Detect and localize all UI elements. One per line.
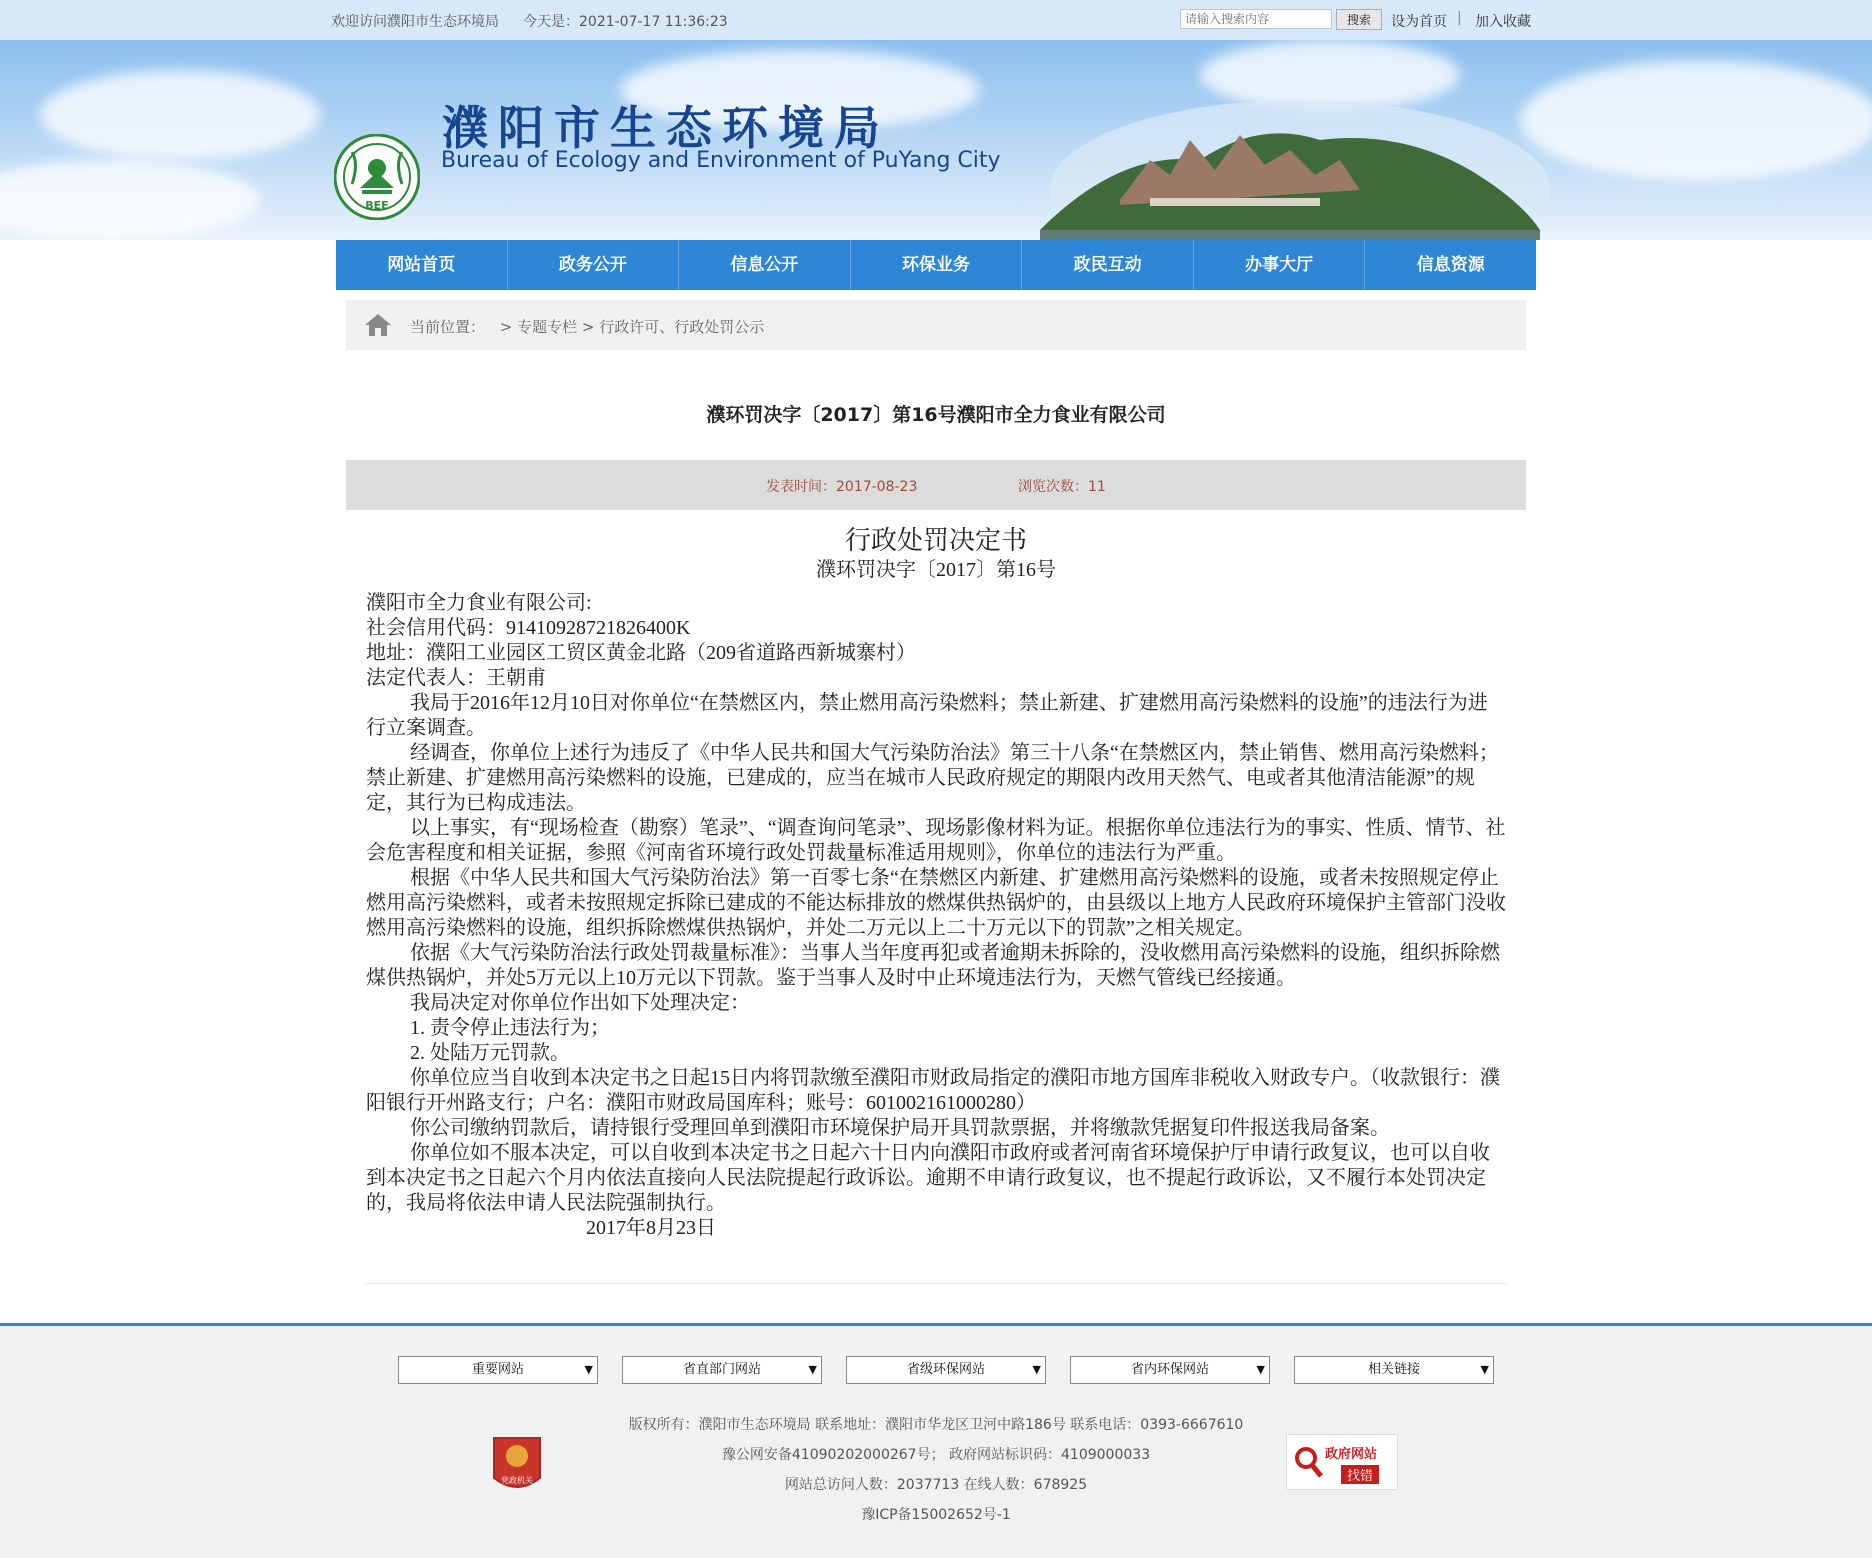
scenery-image xyxy=(1000,80,1560,240)
document-number: 濮环罚决字〔2017〕第16号 xyxy=(816,559,1056,581)
breadcrumb-path[interactable]: > 专题专栏 > 行政许可、行政处罚公示 xyxy=(499,318,765,336)
bureau-logo-icon xyxy=(334,134,420,220)
breadcrumb-label: 当前位置： xyxy=(410,318,486,336)
current-datetime: 今天是：2021-07-17 11:36:23 xyxy=(523,14,728,30)
document-paragraph: 2. 处陆万元罚款。 xyxy=(410,1042,570,1064)
search-button[interactable]: 搜索 xyxy=(1336,9,1382,30)
magnifier-icon xyxy=(1293,1445,1323,1479)
footer xyxy=(0,1326,1872,1558)
select-in-province-env-sites[interactable] xyxy=(1070,1356,1270,1384)
nav-interaction[interactable]: 政民互动 xyxy=(1022,240,1194,290)
document-body xyxy=(366,525,1506,1241)
badge-action: 找错 xyxy=(1341,1465,1379,1484)
nav-service-hall[interactable]: 办事大厅 xyxy=(1194,240,1366,290)
select-label: 重要网站 xyxy=(471,1362,524,1377)
article-title: 濮环罚决字〔2017〕第16号濮阳市全力食业有限公司 xyxy=(706,404,1166,426)
government-site-report-badge[interactable] xyxy=(1286,1434,1398,1490)
view-count: 浏览次数：11 xyxy=(1018,479,1106,495)
select-important-sites[interactable] xyxy=(398,1356,598,1384)
header-banner xyxy=(0,40,1872,240)
divider xyxy=(366,1283,1506,1284)
chevron-down-icon: ▼ xyxy=(1480,1363,1489,1376)
document-paragraph: 根据《中华人民共和国大气污染防治法》第一百零七条“在禁燃区内新建、扩建燃用高污染燃料的设施，或者未按照规定停止燃用高污染燃料，或者未按照规定拆除已建成的不能达标排放的燃煤供热锅炉的，由县级以上地方人民政府环境保护主管部门没收燃用高污染燃料的设施，组织拆除燃煤供热锅炉，并处二万元以上二十万元以下的罚款”之相关规定。 xyxy=(366,867,1506,939)
set-homepage-link[interactable]: 设为首页 xyxy=(1391,14,1447,30)
document-paragraph: 以上事实，有“现场检查（勘察）笔录”、“调查询问笔录”、现场影像材料为证。根据你单位违法行为的事实、性质、情节、社会危害程度和相关证据，参照《河南省环境行政处罚裁量标准适用规则》，你单位的违法行为严重。 xyxy=(366,817,1506,864)
select-label: 省内环保网站 xyxy=(1130,1362,1209,1377)
home-icon[interactable] xyxy=(364,312,392,338)
document-paragraph: 你单位如不服本决定，可以自收到本决定书之日起六十日内向濮阳市政府或者河南省环境保护厅申请行政复议，也可以自收到本决定书之日起六个月内依法直接向人民法院提起行政诉讼。逾期不申请行政复议，也不提起行政诉讼，又不履行本处罚决定的，我局将依法申请人民法院强制执行。 xyxy=(366,1142,1490,1214)
nav-environmental-business[interactable]: 环保业务 xyxy=(851,240,1023,290)
nav-resources[interactable]: 信息资源 xyxy=(1416,255,1485,275)
breadcrumb xyxy=(346,300,1526,350)
publish-time: 发表时间：2017-08-23 xyxy=(766,479,918,495)
document-line: 法定代表人：王朝甫 xyxy=(366,667,546,689)
document-paragraph: 我局决定对你单位作出如下处理决定： xyxy=(410,992,750,1014)
select-related-links[interactable] xyxy=(1294,1356,1494,1384)
site-title: 濮阳市生态环境局 xyxy=(442,101,890,155)
main-nav xyxy=(336,240,1536,290)
select-provincial-departments[interactable] xyxy=(622,1356,822,1384)
nav-government-affairs[interactable]: 政务公开 xyxy=(508,240,680,290)
top-bar xyxy=(0,0,1872,40)
svg-text:BEE: BEE xyxy=(365,199,389,212)
site-subtitle: Bureau of Ecology and Environment of PuYang City xyxy=(441,148,1001,173)
svg-text:党政机关: 党政机关 xyxy=(501,1476,533,1485)
document-line: 地址：濮阳工业园区工贸区黄金北路（209省道路西新城寨村） xyxy=(366,642,916,664)
breadcrumb-text xyxy=(410,316,764,337)
select-provincial-env-sites[interactable] xyxy=(846,1356,1046,1384)
select-label: 相关链接 xyxy=(1367,1362,1420,1377)
footer-copyright: 版权所有：濮阳市生态环境局 联系地址：濮阳市华龙区卫河中路186号 联系电话：0393-6667610 xyxy=(628,1417,1244,1433)
select-label: 省级环保网站 xyxy=(906,1362,985,1377)
add-favorite-link[interactable]: 加入收藏 xyxy=(1475,14,1531,30)
chevron-down-icon: ▼ xyxy=(1256,1363,1265,1376)
document-paragraph: 经调查，你单位上述行为违反了《中华人民共和国大气污染防治法》第三十八条“在禁燃区内，禁止销售、燃用高污染燃料；禁止新建、扩建燃用高污染燃料的设施，已建成的，应当在城市人民政府规定的期限内改用天然气、电或者其他清洁能源”的规定，其行为已构成违法。 xyxy=(366,742,1499,814)
chevron-down-icon: ▼ xyxy=(808,1363,817,1376)
article-meta xyxy=(346,460,1526,510)
nav-home[interactable]: 网站首页 xyxy=(336,240,508,290)
document-line: 濮阳市全力食业有限公司: xyxy=(366,592,592,614)
footer-security: 豫公网安备41090202000267号； 政府网站标识码：4109000033 xyxy=(721,1447,1151,1463)
document-paragraph: 我局于2016年12月10日对你单位“在禁燃区内，禁止燃用高污染燃料；禁止新建、扩建燃用高污染燃料的设施”的违法行为进行立案调查。 xyxy=(366,692,1488,739)
footer-visits: 网站总访问人数：2037713 在线人数：678925 xyxy=(784,1477,1088,1493)
footer-icp[interactable]: 豫ICP备15002652号-1 xyxy=(861,1507,1011,1523)
main-content xyxy=(336,290,1536,1320)
document-paragraph: 1. 责令停止违法行为； xyxy=(410,1017,610,1039)
document-paragraph: 你公司缴纳罚款后，请持银行受理回单到濮阳市环境保护局开具罚款票据，并将缴款凭据复印件报送我局备案。 xyxy=(410,1117,1390,1139)
document-date: 2017年8月23日 xyxy=(586,1217,716,1239)
welcome-text: 欢迎访问濮阳市生态环境局 xyxy=(331,14,499,30)
search-input[interactable] xyxy=(1180,9,1332,29)
chevron-down-icon: ▼ xyxy=(1032,1363,1041,1376)
document-paragraph: 你单位应当自收到本决定书之日起15日内将罚款缴至濮阳市财政局指定的濮阳市地方国库非税收入财政专户。（收款银行：濮阳银行开州路支行；户名：濮阳市财政局国库科；账号：601002161000280） xyxy=(366,1067,1500,1114)
party-government-badge-icon[interactable] xyxy=(490,1434,544,1496)
separator: | xyxy=(1457,10,1462,26)
select-label: 省直部门网站 xyxy=(682,1362,761,1377)
document-heading: 行政处罚决定书 xyxy=(844,526,1027,555)
document-line: 社会信用代码：91410928721826400K xyxy=(366,617,691,639)
nav-information[interactable]: 信息公开 xyxy=(679,240,851,290)
chevron-down-icon: ▼ xyxy=(584,1363,593,1376)
badge-title: 政府网站 xyxy=(1325,1447,1378,1462)
document-paragraph: 依据《大气污染防治法行政处罚裁量标准》：当事人当年度再犯或者逾期未拆除的，没收燃用高污染燃料的设施，组织拆除燃煤供热锅炉，并处5万元以上10万元以下罚款。鉴于当事人及时中止环境违法行为，天燃气管线已经接通。 xyxy=(366,942,1500,989)
